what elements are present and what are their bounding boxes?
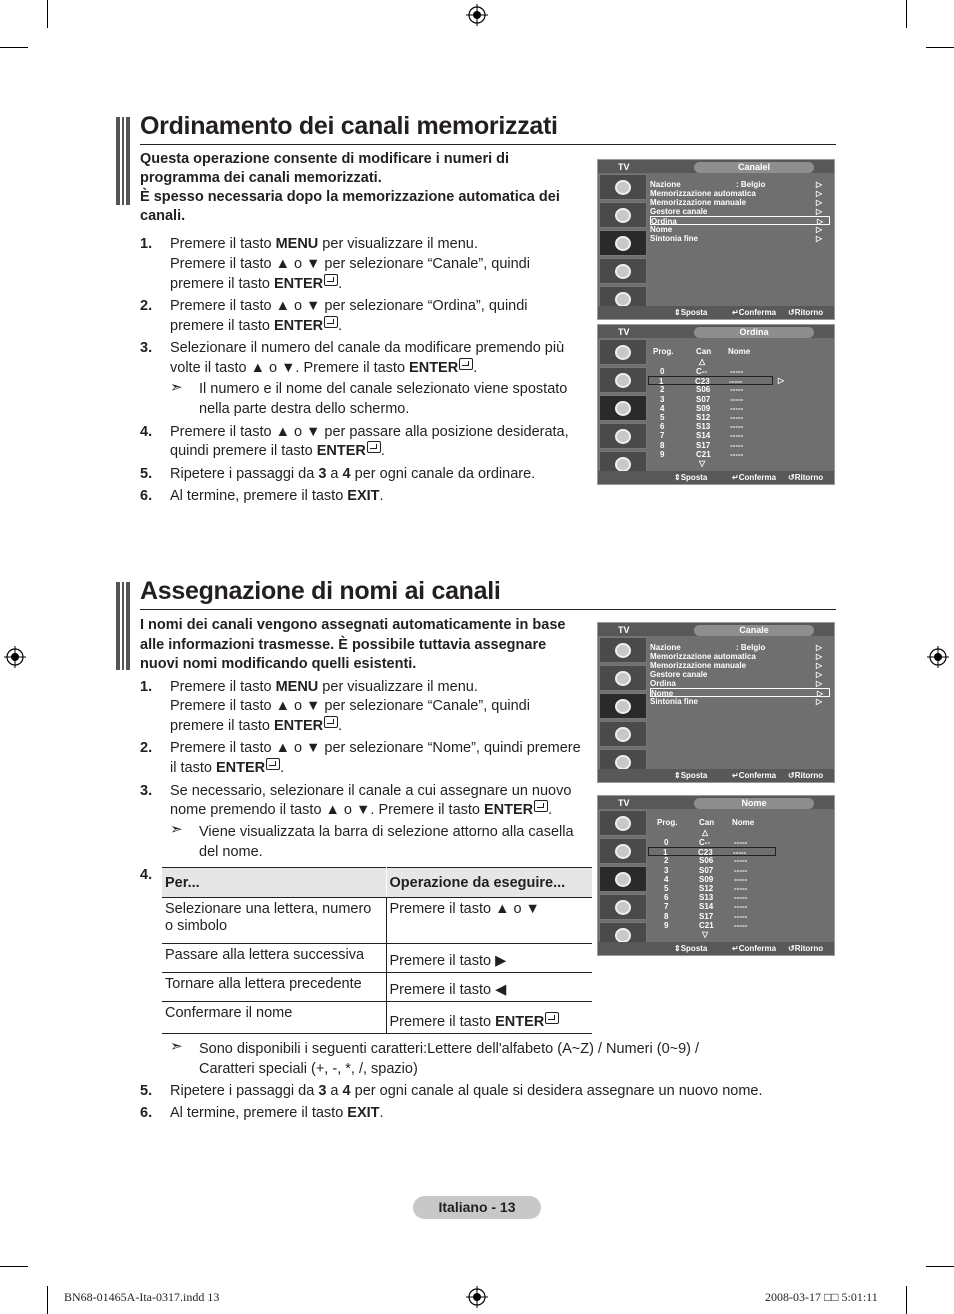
sound-icon bbox=[599, 367, 647, 393]
section2-intro: I nomi dei canali vengono assegnati automaticamente in base alle informazioni trasmesse. È possibile tuttavia assegnare nuovi nomi modificando quelli esistenti. bbox=[140, 617, 566, 672]
step-text: Al termine, premere il tasto EXIT. bbox=[170, 488, 384, 504]
channel-row bbox=[650, 395, 830, 404]
channel-row bbox=[650, 875, 830, 884]
step-number: 3. bbox=[140, 340, 153, 356]
channel-can: S06 bbox=[699, 856, 714, 866]
menu-title: Canale bbox=[694, 625, 814, 636]
crop-mark bbox=[47, 1286, 48, 1314]
table-cell: Premere il tasto ◀ bbox=[386, 973, 592, 1002]
page-number: Italiano - 13 bbox=[413, 1196, 541, 1219]
enter-icon bbox=[324, 716, 338, 728]
table-cell: Premere il tasto ▲ o ▼ bbox=[386, 898, 592, 944]
channel-prog: 7 bbox=[660, 431, 665, 441]
enter-icon bbox=[266, 758, 280, 770]
crop-mark bbox=[0, 47, 28, 48]
step-text: Ripetere i passaggi da 3 a 4 per ogni canale da ordinare. bbox=[170, 466, 536, 482]
channel-can: C-- bbox=[699, 838, 711, 847]
channel-prog: 1 bbox=[659, 377, 664, 387]
note-arrow-icon: ➣ bbox=[170, 379, 183, 396]
channel-row bbox=[650, 856, 830, 865]
step-number: 1. bbox=[140, 679, 153, 695]
step-text: volte il tasto ▲ o ▼. Premere il tasto ENTER . bbox=[170, 360, 478, 376]
step-number: 4. bbox=[140, 424, 153, 440]
channel-prog: 3 bbox=[660, 394, 665, 404]
table-cell: Passare alla lettera successiva bbox=[162, 944, 386, 973]
channel-prog: 2 bbox=[664, 856, 669, 866]
menu-footer: ⇕ Sposta ↵ Conferma ↺ Ritorno bbox=[598, 306, 834, 319]
channel-prog: 4 bbox=[664, 874, 669, 884]
channel-row bbox=[650, 431, 830, 440]
channel-can: S07 bbox=[696, 394, 711, 404]
note-text: nella parte destra dello schermo. bbox=[199, 401, 410, 417]
table-row bbox=[162, 973, 592, 1002]
channel-icon bbox=[599, 866, 647, 892]
enter-icon bbox=[545, 1012, 559, 1024]
tv-menu-screen: TV Canalel Nazione : Belgio ▷ Memorizzazione automatica ▷ Memorizzazione manuale ▷ Gestore canale ▷ Ordina ▷ Nome ▷ Sintonia fine ▷ ⇕ Sposta ↵ Conferma ↺ Ritorno bbox=[597, 159, 835, 320]
channel-nome: ----- bbox=[734, 865, 748, 875]
channel-nome: ----- bbox=[734, 874, 748, 884]
enter-icon bbox=[324, 274, 338, 286]
channel-nome: ----- bbox=[734, 920, 748, 930]
step-text: Premere il tasto MENU per visualizzare il menu. bbox=[170, 236, 478, 252]
registration-mark-icon bbox=[927, 646, 949, 668]
step-text: premere il tasto ENTER . bbox=[170, 276, 343, 292]
enter-icon bbox=[324, 316, 338, 328]
channel-nome: ----- bbox=[730, 367, 744, 376]
channel-nome: ----- bbox=[730, 449, 744, 459]
channel-can: S17 bbox=[699, 911, 714, 921]
channel-icon bbox=[599, 395, 647, 421]
step-text: premere il tasto ENTER . bbox=[170, 318, 343, 334]
channel-row bbox=[650, 866, 830, 875]
channel-can: S17 bbox=[696, 440, 711, 450]
section-marker bbox=[116, 582, 130, 670]
channel-row bbox=[650, 404, 830, 413]
channel-row bbox=[650, 385, 830, 394]
picture-icon bbox=[599, 637, 647, 663]
channel-prog: 8 bbox=[664, 911, 669, 921]
channel-can: S14 bbox=[699, 902, 714, 912]
step-text: Premere il tasto ▲ o ▼ per selezionare “Canale”, quindi bbox=[170, 256, 530, 272]
section-divider bbox=[140, 144, 836, 145]
crop-mark bbox=[926, 47, 954, 48]
step-number: 5. bbox=[140, 466, 153, 482]
channel-icon bbox=[599, 693, 647, 719]
print-file-info: BN68-01465A-Ita-0317.indd 13 bbox=[64, 1290, 220, 1304]
channel-nome: ----- bbox=[730, 440, 744, 450]
step-text: Premere il tasto ▲ o ▼ per passare alla posizione desiderata, bbox=[170, 424, 569, 440]
tv-ordina-screen: TV Ordina Prog. Can Nome △ 0 C-- ----- 1 C23 ----- ▷ 2 S06 ----- 3 S07 ----- 4 S09 ----- 5 S12 ----- 6 S13 ----- 7 S14 ----- 8 S17 ----- 9 C21 ----- ▽ ⇕ Sposta ↵ Conferma ↺ Ritorno bbox=[597, 324, 835, 485]
step-number: 4. bbox=[140, 867, 153, 883]
print-date-info: 2008-03-17 □□ 5:01:11 bbox=[765, 1290, 878, 1304]
channel-row bbox=[650, 450, 830, 459]
channel-nome: ----- bbox=[730, 422, 744, 432]
channel-row bbox=[648, 847, 776, 856]
crop-mark bbox=[906, 0, 907, 28]
channel-row bbox=[650, 838, 830, 847]
channel-nome: ----- bbox=[730, 403, 744, 413]
step-number: 5. bbox=[140, 1083, 153, 1099]
channel-row bbox=[650, 884, 830, 893]
step-number: 2. bbox=[140, 740, 153, 756]
crop-mark bbox=[47, 0, 48, 28]
picture-icon bbox=[599, 339, 647, 365]
table-cell: Tornare alla lettera precedente bbox=[162, 973, 386, 1002]
channel-row bbox=[648, 376, 773, 385]
channel-prog: 6 bbox=[660, 422, 665, 432]
enter-icon bbox=[367, 441, 381, 453]
picture-icon bbox=[599, 810, 647, 836]
channel-prog: 4 bbox=[660, 403, 665, 413]
table-row bbox=[162, 1002, 592, 1034]
channel-row bbox=[650, 441, 830, 450]
setup-icon bbox=[599, 258, 647, 284]
channel-nome: ----- bbox=[734, 838, 748, 847]
channel-can: C23 bbox=[695, 377, 710, 387]
table-cell: Premere il tasto ENTER bbox=[386, 1002, 592, 1034]
enter-icon bbox=[459, 358, 473, 370]
crop-mark bbox=[906, 1286, 907, 1314]
crop-mark bbox=[926, 1266, 954, 1267]
move-arrow-icon: ▷ bbox=[778, 376, 785, 386]
step-number: 1. bbox=[140, 236, 153, 252]
step-text: quindi premere il tasto ENTER . bbox=[170, 443, 385, 459]
channel-nome: ----- bbox=[734, 856, 748, 866]
picture-icon bbox=[599, 174, 647, 200]
channel-row bbox=[650, 413, 830, 422]
channel-can: C21 bbox=[699, 920, 714, 930]
setup-icon bbox=[599, 721, 647, 747]
sound-icon bbox=[599, 838, 647, 864]
sound-icon bbox=[599, 665, 647, 691]
section1-title: Ordinamento dei canali memorizzati bbox=[140, 112, 558, 140]
step-number: 2. bbox=[140, 298, 153, 314]
channel-nome: ----- bbox=[734, 884, 748, 893]
channel-row bbox=[650, 912, 830, 921]
setup-icon bbox=[599, 894, 647, 920]
channel-prog: 9 bbox=[664, 920, 669, 930]
channel-can: S06 bbox=[696, 385, 711, 395]
note-text: Il numero e il nome del canale selezionato viene spostato bbox=[199, 381, 568, 397]
channel-nome: ----- bbox=[734, 911, 748, 921]
channel-can: S12 bbox=[696, 413, 711, 422]
section2-title: Assegnazione di nomi ai canali bbox=[140, 577, 501, 605]
channel-can: S12 bbox=[699, 884, 714, 893]
table-row bbox=[162, 898, 592, 944]
channel-prog: 0 bbox=[660, 367, 665, 376]
channel-prog: 1 bbox=[663, 848, 668, 858]
section-marker bbox=[116, 117, 130, 205]
step-number: 3. bbox=[140, 783, 153, 799]
menu-title: Canalel bbox=[694, 162, 814, 173]
tv-nome-screen: TV Nome Prog. Can Nome △ 0 C-- ----- 1 C23 ----- 2 S06 ----- 3 S07 ----- 4 S09 ----- 5 S12 ----- 6 S13 ----- 7 S14 ----- 8 S17 ----- 9 C21 ----- ▽ ⇕ Sposta ↵ Conferma ↺ Ritorno bbox=[597, 795, 835, 956]
menu-title: Ordina bbox=[694, 327, 814, 338]
channel-nome: ----- bbox=[730, 431, 744, 441]
channel-nome: ----- bbox=[730, 413, 744, 422]
channel-can: S13 bbox=[699, 893, 714, 903]
channel-row bbox=[650, 902, 830, 911]
channel-nome: ----- bbox=[730, 385, 744, 395]
table-row bbox=[162, 944, 592, 973]
channel-can: S09 bbox=[696, 403, 711, 413]
channel-can: S14 bbox=[696, 431, 711, 441]
tv-label: TV bbox=[618, 162, 630, 172]
registration-mark-icon bbox=[466, 1286, 488, 1308]
table-header: Per... bbox=[162, 868, 386, 898]
table-header-row bbox=[162, 868, 592, 898]
table-cell: Selezionare una lettera, numero o simbolo bbox=[162, 898, 386, 944]
channel-prog: 6 bbox=[664, 893, 669, 903]
setup-icon bbox=[599, 423, 647, 449]
channel-row bbox=[650, 893, 830, 902]
channel-can: S09 bbox=[699, 874, 714, 884]
channel-nome: ----- bbox=[734, 893, 748, 903]
table-cell: Premere il tasto ▶ bbox=[386, 944, 592, 973]
channel-can: C-- bbox=[696, 367, 708, 376]
enter-icon bbox=[534, 800, 548, 812]
key-operations-table bbox=[162, 867, 592, 1034]
channel-prog: 8 bbox=[660, 440, 665, 450]
channel-nome: ----- bbox=[734, 902, 748, 912]
table-header: Operazione da eseguire... bbox=[386, 868, 592, 898]
sound-icon bbox=[599, 202, 647, 228]
intro-text-2: È spesso necessaria dopo la memorizzazione automatica dei canali. bbox=[140, 189, 560, 224]
registration-mark-icon bbox=[466, 4, 488, 26]
step-text: Selezionare il numero del canale da modificare premendo più bbox=[170, 340, 565, 356]
channel-nome: ----- bbox=[729, 377, 743, 387]
note-arrow-icon: ➣ bbox=[170, 1038, 183, 1055]
channel-prog: 5 bbox=[660, 413, 665, 422]
tv-menu-screen: TV Canale Nazione : Belgio ▷ Memorizzazione automatica ▷ Memorizzazione manuale ▷ Gestore canale ▷ Ordina ▷ Nome ▷ Sintonia fine ▷ ⇕ Sposta ↵ Conferma ↺ Ritorno bbox=[597, 622, 835, 783]
step-text: Premere il tasto ▲ o ▼ per selezionare “Ordina”, quindi bbox=[170, 298, 528, 314]
channel-prog: 2 bbox=[660, 385, 665, 395]
channel-prog: 0 bbox=[664, 838, 669, 847]
channel-can: S13 bbox=[696, 422, 711, 432]
registration-mark-icon bbox=[4, 646, 26, 668]
channel-can: C23 bbox=[698, 848, 713, 858]
channel-prog: 5 bbox=[664, 884, 669, 893]
channel-icon bbox=[599, 230, 647, 256]
note-arrow-icon: ➣ bbox=[170, 821, 183, 838]
intro-text: Questa operazione consente di modificare i numeri di programma dei canali memorizzati. bbox=[140, 151, 510, 186]
channel-prog: 9 bbox=[660, 449, 665, 459]
channel-nome: ----- bbox=[733, 848, 747, 858]
section-divider bbox=[140, 609, 836, 610]
step-number: 6. bbox=[140, 488, 153, 504]
channel-row bbox=[650, 921, 830, 930]
channel-prog: 7 bbox=[664, 902, 669, 912]
menu-title: Nome bbox=[694, 798, 814, 809]
step-number: 6. bbox=[140, 1105, 153, 1121]
channel-row bbox=[650, 367, 830, 376]
channel-can: C21 bbox=[696, 449, 711, 459]
channel-can: S07 bbox=[699, 865, 714, 875]
table-cell: Confermare il nome bbox=[162, 1002, 386, 1034]
crop-mark bbox=[0, 1266, 28, 1267]
channel-nome: ----- bbox=[730, 394, 744, 404]
channel-prog: 3 bbox=[664, 865, 669, 875]
section1-intro bbox=[140, 150, 580, 226]
channel-row bbox=[650, 422, 830, 431]
